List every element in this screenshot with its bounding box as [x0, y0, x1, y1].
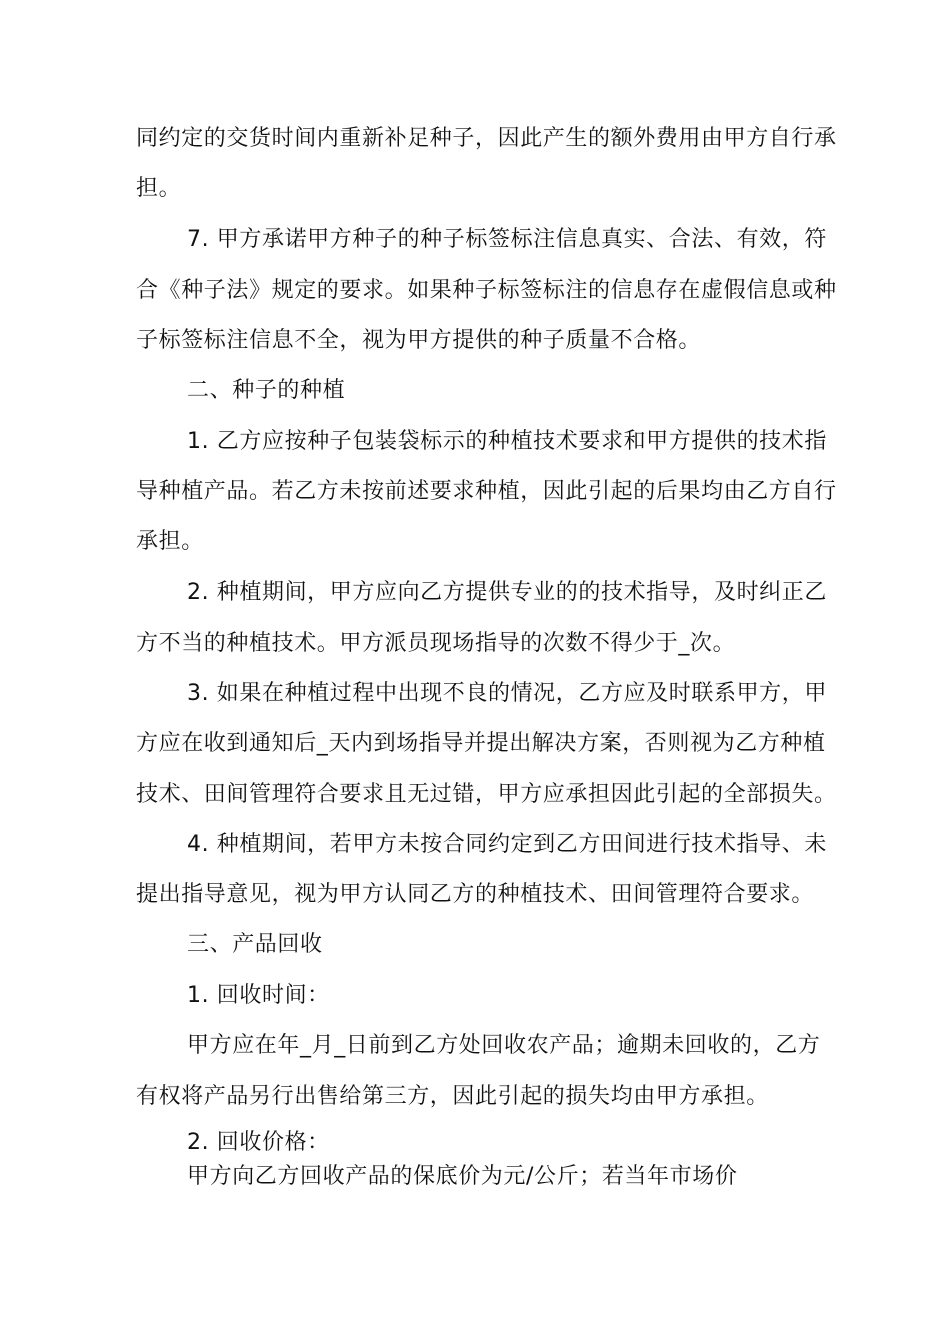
text-line: 1. 乙方应按种子包装袋标示的种植技术要求和甲方提供的技术指	[187, 429, 827, 454]
text-line: 甲方应在年_月_日前到乙方处回收农产品；逾期未回收的，乙方	[187, 1033, 821, 1058]
text-line: 技术、田间管理符合要求且无过错，甲方应承担因此引起的全部损失。	[136, 782, 837, 807]
text-line: 合《种子法》规定的要求。如果种子标签标注的信息存在虚假信息或种	[136, 278, 837, 303]
text-line: 方不当的种植技术。甲方派员现场指导的次数不得少于_次。	[136, 631, 736, 656]
text-line: 4. 种植期间，若甲方未按合同约定到乙方田间进行技术指导、未	[187, 832, 827, 857]
text-line: 导种植产品。若乙方未按前述要求种植，因此引起的后果均由乙方自行	[136, 479, 837, 504]
section-heading: 三、产品回收	[187, 932, 323, 957]
text-line: 同约定的交货时间内重新补足种子，因此产生的额外费用由甲方自行承	[136, 126, 837, 151]
text-line: 7. 甲方承诺甲方种子的种子标签标注信息真实、合法、有效，符	[187, 227, 827, 252]
text-line: 承担。	[136, 529, 204, 554]
text-line: 方应在收到通知后_天内到场指导并提出解决方案，否则视为乙方种植	[136, 731, 826, 756]
text-line: 甲方向乙方回收产品的保底价为元/公斤；若当年市场价	[187, 1164, 738, 1189]
text-line: 担。	[136, 176, 182, 201]
section-heading: 二、种子的种植	[187, 378, 346, 403]
text-line: 子标签标注信息不全，视为甲方提供的种子质量不合格。	[136, 328, 702, 353]
text-line: 提出指导意见，视为甲方认同乙方的种植技术、田间管理符合要求。	[136, 882, 815, 907]
text-line: 2. 回收价格：	[187, 1130, 330, 1155]
text-line: 2. 种植期间，甲方应向乙方提供专业的的技术指导，及时纠正乙	[187, 580, 827, 605]
text-line: 1. 回收时间：	[187, 983, 330, 1008]
text-line: 3. 如果在种植过程中出现不良的情况，乙方应及时联系甲方，甲	[187, 681, 827, 706]
text-line: 有权将产品另行出售给第三方，因此引起的损失均由甲方承担。	[136, 1084, 769, 1109]
